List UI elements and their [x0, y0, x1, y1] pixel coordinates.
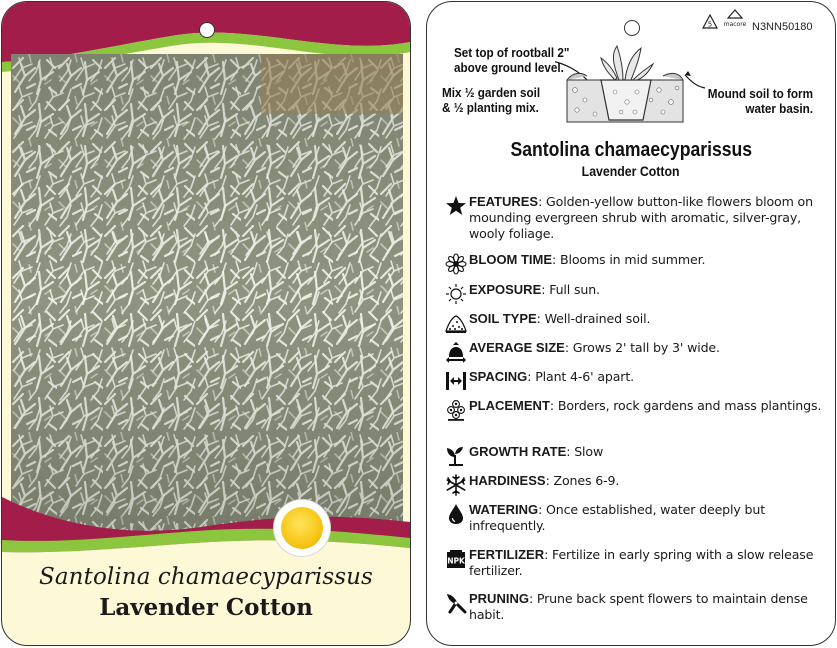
flower-icon — [445, 253, 469, 275]
feature-spacing: SPACING: Plant 4-6' apart. — [445, 369, 823, 392]
feature-exposure: EXPOSURE: Full sun. — [445, 282, 823, 305]
macore-logo — [723, 8, 747, 30]
front-caption — [2, 562, 410, 624]
feature-average-size: AVERAGE SIZE: Grows 2' tall by 3' wide. — [445, 340, 823, 363]
hang-hole — [624, 20, 640, 36]
note-water-basin: Mound soil to form water basin. — [707, 86, 813, 116]
back-botanical-name: Santolina chamaecyparissus — [510, 139, 752, 161]
logo-text: macore — [723, 21, 747, 28]
back-title — [427, 138, 835, 181]
sku-code: N3NN50180 — [752, 21, 813, 33]
feature-fertilizer: NPK FERTILIZER: Fertilize in early spring with a slow release fertilizer. — [445, 547, 823, 579]
feature-pruning: PRUNING: Prune back spent flowers to maintain dense habit. — [445, 591, 823, 623]
common-name: Lavender Cotton — [99, 594, 313, 621]
bottom-wave-band — [2, 482, 410, 562]
full-sun-badge — [274, 500, 330, 556]
feature-bloom-time: BLOOM TIME: Blooms in mid summer. — [445, 252, 823, 275]
soil-icon — [445, 312, 469, 334]
size-icon — [445, 341, 469, 363]
recycle-code: 5 — [707, 20, 713, 29]
note-rootball: Set top of rootball 2" above ground level. — [454, 45, 570, 75]
sun-icon — [445, 283, 469, 305]
npk-icon — [445, 548, 469, 570]
star-icon — [445, 195, 469, 217]
full-sun-icon — [281, 507, 323, 549]
svg-text:NPK: NPK — [447, 556, 465, 566]
front-tag — [1, 1, 411, 646]
feature-placement: PLACEMENT: Borders, rock gardens and mass plantings. — [445, 398, 823, 421]
recycle-icon — [701, 13, 719, 31]
snowflake-icon — [445, 474, 469, 496]
feature-features: FEATURES: Golden-yellow button-like flowers bloom on mounding evergreen shrub with aromatic, silver-gray, wooly foliage. — [445, 194, 823, 242]
spacing-icon — [445, 370, 469, 392]
sprout-icon — [445, 445, 469, 467]
planting-diagram — [555, 42, 705, 126]
feature-growth-rate: GROWTH RATE: Slow — [445, 444, 823, 467]
feature-hardiness: HARDINESS: Zones 6-9. — [445, 473, 823, 496]
feature-watering: WATERING: Once established, water deeply but infrequently. — [445, 502, 823, 534]
pruners-icon — [445, 592, 469, 614]
back-tag — [426, 1, 836, 646]
plant-photo — [11, 54, 403, 544]
placement-icon — [445, 399, 469, 421]
water-drop-icon — [445, 503, 469, 525]
hang-hole — [199, 22, 215, 38]
feature-soil-type: SOIL TYPE: Well-drained soil. — [445, 311, 823, 334]
botanical-name: Santolina chamaecyparissus — [39, 564, 373, 590]
back-common-name: Lavender Cotton — [582, 163, 680, 179]
note-soil-mix: Mix ½ garden soil & ½ planting mix. — [442, 85, 541, 115]
